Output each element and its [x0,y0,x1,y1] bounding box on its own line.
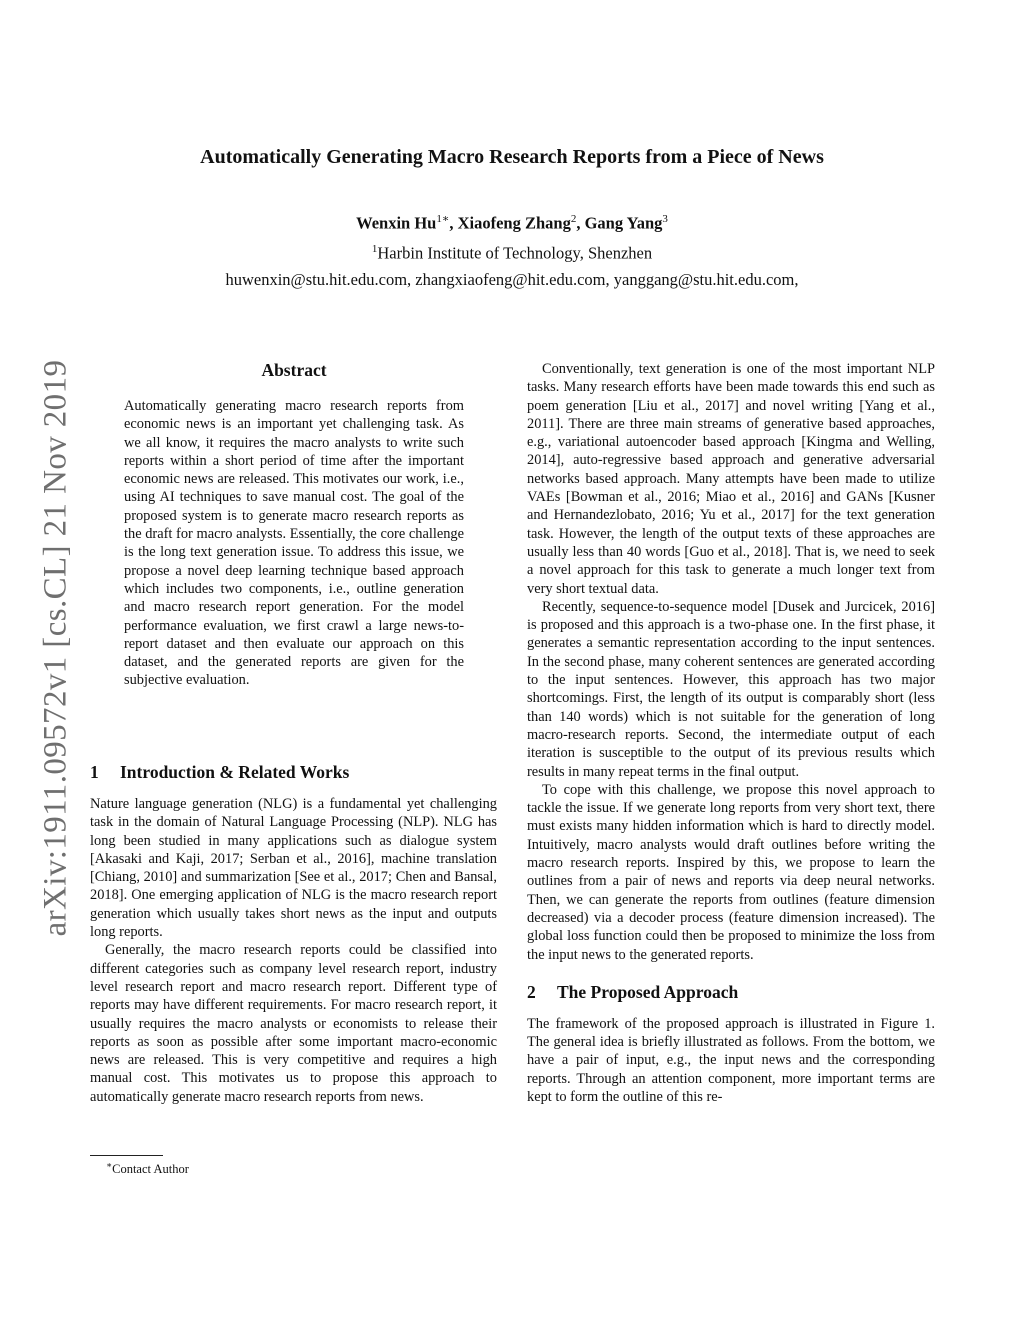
left-column [90,760,497,1106]
footnote-divider [90,1155,163,1156]
author-affiliation-mark: 1∗ [436,213,450,225]
author-name: Gang Yang [584,213,663,233]
approach-paragraph-1: The framework of the proposed approach is illustrated in Figure 1. The general idea is briefly illustrated as follows. From the bottom, we have a pair of input, e.g., the input news and the corresponding reports. Through an attention component, more important terms are kept to form the outline of this re- [527,1015,935,1105]
affiliation-mark: 1 [371,243,378,255]
section-title: The Proposed Approach [557,981,739,1002]
section-number: 2 [527,981,536,1002]
paper-title: Automatically Generating Macro Research Reports from a Piece of News [200,146,824,168]
section-title: Introduction & Related Works [120,762,350,782]
author-name: Wenxin Hu [356,213,437,233]
section-number: 1 [90,762,99,782]
author-name: Xiaofeng Zhang [457,213,571,233]
related-paragraph-3: To cope with this challenge, we propose this novel approach to tackle the issue. If we generate long reports from very short text, there must exists many hidden information which is hard to directly model. Intuitively, macro analysts would draft outlines before writing the macro research reports. Inspired by this, we propose to learn the outlines from a pair of news and reports via deep neural networks. Then, we can generate the reports from outlines (feature dimension decreased) via a decoder process (feature dimension increased). The global loss function could then be proposed to minimize the loss from the input news to the generated reports. [527,781,935,963]
arxiv-stamp: arXiv:1911.09572v1 [cs.CL] 21 Nov 2019 [37,359,74,937]
author-affiliation-mark: 2 [570,213,577,225]
intro-paragraph-1: Nature language generation (NLG) is a fundamental yet challenging task in the domain of Natural Language Processing (NLP). NLG has long been studied in many applications such as dialogue system [Akasaki and Kaji, 2017; Serban et al., 2016], machine translation [Chiang, 2010] and summarization [See et al., 2017; Chen and Bansal, 2018]. One emerging application of NLG is the macro research report generation which usually takes short news as the input and outputs long reports. [90,796,497,941]
author-emails: huwenxin@stu.hit.edu.com, zhangxiaofeng@hit.edu.com, yanggang@stu.hit.edu.com, [225,270,799,289]
section-2-heading [527,980,935,1004]
intro-paragraph-2: Generally, the macro research reports could be classified into different categories such as company level research report, industry level research report and macro research report. Different type of reports may have different requirements. For macro research report, it usually requires the macro analysts or economists to release their reports as soon as possible after some important macro-economic news are released. This is very competitive and requires a high manual cost. This motivates us to propose this approach to automatically generate macro research reports from news. [90,942,497,1105]
abstract-text: Automatically generating macro research reports from economic news is an important yet challenging task. As we all know, it requires the macro analysts to write such reports within a short period of time after the important economic news are released. This motivates our work, i.e., using AI techniques to save manual cost. The goal of the proposed system is to generate macro research reports as the draft for macro analysts. Essentially, the core challenge is the long text generation issue. To address this issue, we propose a novel deep learning technique based approach which includes two components, i.e., outline generation and macro research report generation. For the model performance evaluation, we first crawl a large news-to-report dataset and then evaluate our approach on this dataset, and the generated reports are given for the subjective evaluation. [124,398,464,689]
footnote-text: Contact Author [112,1162,189,1177]
footnote [106,1160,189,1177]
affiliation-text: Harbin Institute of Technology, Shenzhen [377,243,653,263]
related-paragraph-1: Conventionally, text generation is one of the most important NLP tasks. Many research efforts have been made towards this end such as poem generation [Liu et al., 2017] and novel writing [Yang et al., 2011]. There are three main streams of generative based approaches, e.g., variational autoencoder based approach [Kingma and Welling, 2014], auto-regressive based approach and generative adversarial networks based approach. Many attempts have been made to utilize VAEs [Bowman et al., 2016; Miao et al., 2016] and GANs [Kusner and Hernandezlobato, 2016; Yu et al., 2017] for the text generation task. However, the length of the output texts of these approaches are usually less than 40 words [Guo et al., 2018]. That is, we need to seek a novel approach for this task to generate a much longer text from very short textual data. [527,361,935,597]
author-affiliation-mark: 3 [662,213,668,225]
abstract-heading: Abstract [261,360,327,380]
right-column [527,360,935,1106]
author-list: Wenxin $Hu^{1∗}$, Xiaofeng Zhang$^2$, Gang Yang$^3$ [356,213,668,233]
footnote-mark: ∗ [106,1160,113,1170]
section-1-heading [90,760,497,784]
related-paragraph-2: Recently, sequence-to-sequence model [Dusek and Jurcicek, 2016] is proposed and this approach is a two-phase one. In the first phase, it generates a semantic representation according to the input sentences. In the second phase, many coherent sentences are generated according to the input sentences. However, this approach has two major shortcomings. First, the length of its output is comparably short (less than 140 words) which is not suitable for the generation of long macro-research reports. Second, the intermediate output of each iteration is susceptible to the output of its previous results which results in many repeat terms in the final output. [527,598,935,780]
affiliation [0,243,1024,264]
